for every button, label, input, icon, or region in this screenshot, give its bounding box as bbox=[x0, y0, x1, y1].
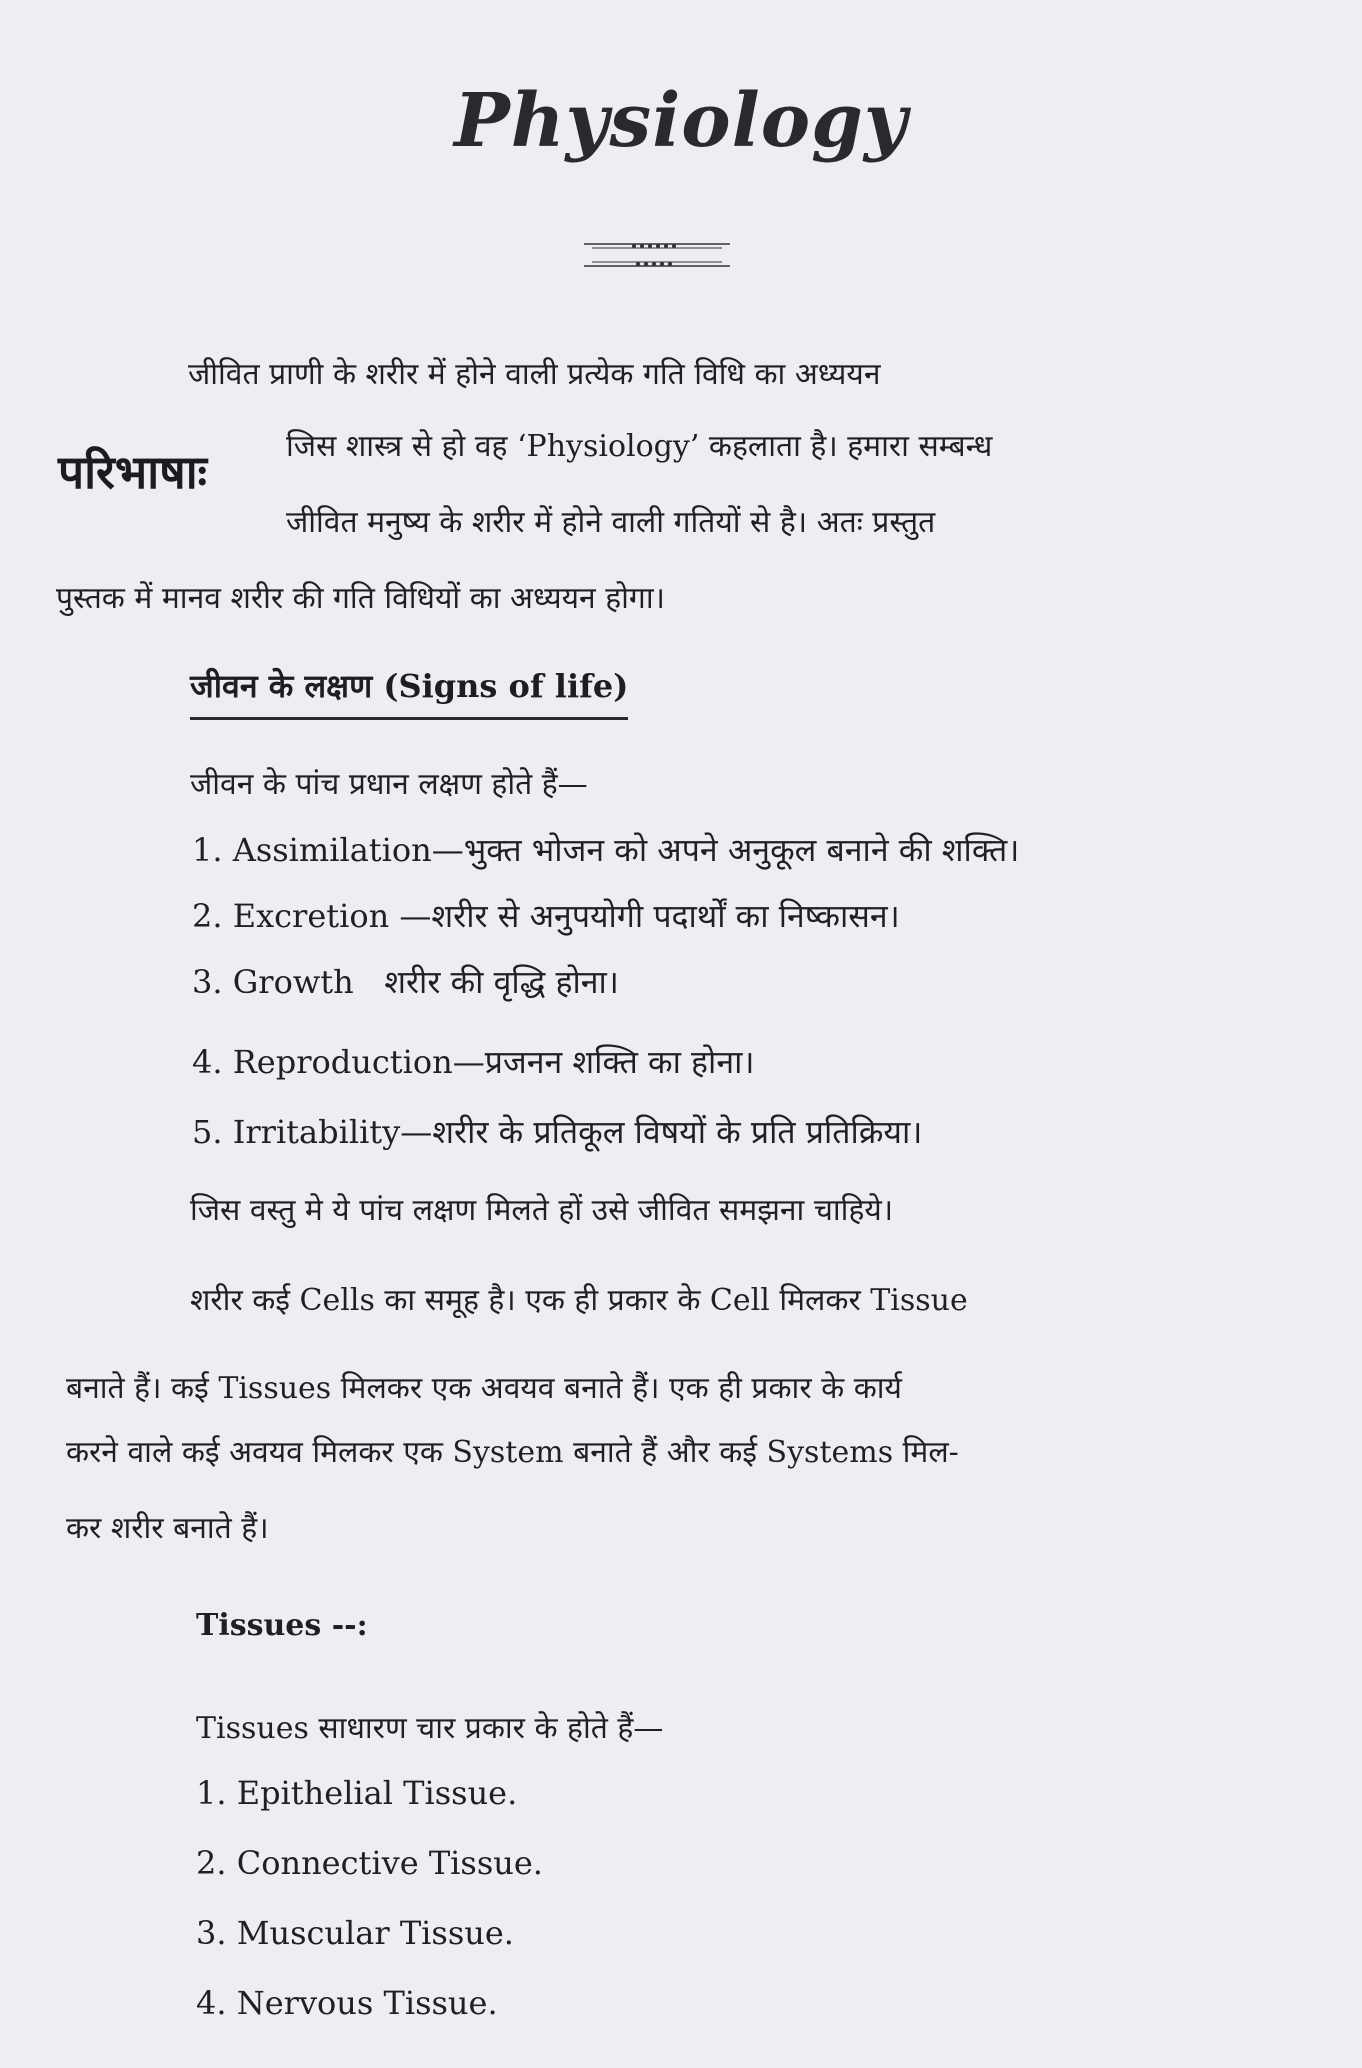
tissues-heading: Tissues --: bbox=[196, 1608, 368, 1643]
sign-item bbox=[192, 828, 1019, 871]
sign-item bbox=[192, 1040, 755, 1083]
sign-number: 4. bbox=[192, 1043, 223, 1081]
definition-label: परिभाषाः bbox=[58, 445, 207, 499]
page-title: Physiology bbox=[454, 78, 908, 164]
sign-number: 3. bbox=[192, 963, 223, 1001]
sign-description: —भुक्त भोजन को अपने अनुकूल बनाने की शक्ति। bbox=[431, 831, 1020, 869]
title-ornament bbox=[582, 236, 732, 276]
sign-number: 2. bbox=[192, 897, 223, 935]
sign-term: Growth bbox=[232, 963, 354, 1001]
definition-line-3: जीवित मनुष्य के शरीर में होने वाली गतियों से है। अतः प्रस्तुत bbox=[286, 505, 936, 540]
sign-number: 5. bbox=[192, 1113, 223, 1151]
signs-of-life-heading: जीवन के लक्षण (Signs of life) bbox=[190, 664, 628, 720]
body-line-2: बनाते हैं। कई Tissues मिलकर एक अवयव बनाते हैं। एक ही प्रकार के कार्य bbox=[66, 1371, 902, 1406]
definition-line-4: पुस्तक में मानव शरीर की गति विधियों का अध्ययन होगा। bbox=[56, 581, 665, 616]
body-line-1: शरीर कई Cells का समूह है। एक ही प्रकार के Cell मिलकर Tissue bbox=[190, 1283, 968, 1318]
sign-number: 1. bbox=[192, 831, 223, 869]
sign-description: —शरीर के प्रतिकूल विषयों के प्रति प्रतिक्रिया। bbox=[400, 1113, 923, 1151]
signs-of-life-intro: जीवन के पांच प्रधान लक्षण होते हैं— bbox=[190, 767, 588, 802]
tissue-item: 1. Epithelial Tissue. bbox=[196, 1774, 518, 1812]
sign-term: Irritability bbox=[232, 1113, 401, 1151]
sign-description: —प्रजनन शक्ति का होना। bbox=[452, 1043, 755, 1081]
sign-item bbox=[192, 1110, 922, 1153]
sign-description: —शरीर से अनुपयोगी पदार्थों का निष्कासन। bbox=[399, 897, 900, 935]
tissues-intro: Tissues साधारण चार प्रकार के होते हैं— bbox=[196, 1711, 664, 1746]
sign-item bbox=[192, 960, 619, 1003]
body-line-4: कर शरीर बनाते हैं। bbox=[66, 1511, 269, 1546]
sign-description: शरीर की वृद्धि होना। bbox=[384, 963, 619, 1001]
definition-line-2: जिस शास्त्र से हो वह ‘Physiology’ कहलाता है। हमारा सम्बन्ध bbox=[286, 429, 993, 464]
tissue-item: 3. Muscular Tissue. bbox=[196, 1914, 514, 1952]
body-line-3: करने वाले कई अवयव मिलकर एक System बनाते हैं और कई Systems मिल- bbox=[66, 1435, 959, 1470]
sign-term: Excretion bbox=[232, 897, 390, 935]
definition-line-1: जीवित प्राणी के शरीर में होने वाली प्रत्येक गति विधि का अध्ययन bbox=[188, 357, 881, 392]
sign-term: Reproduction bbox=[232, 1043, 453, 1081]
tissue-item: 2. Connective Tissue. bbox=[196, 1844, 543, 1882]
sign-item bbox=[192, 894, 900, 937]
signs-of-life-conclusion: जिस वस्तु मे ये पांच लक्षण मिलते हों उसे जीवित समझना चाहिये। bbox=[190, 1193, 894, 1228]
sign-term: Assimilation bbox=[232, 831, 432, 869]
tissue-item: 4. Nervous Tissue. bbox=[196, 1984, 498, 2022]
